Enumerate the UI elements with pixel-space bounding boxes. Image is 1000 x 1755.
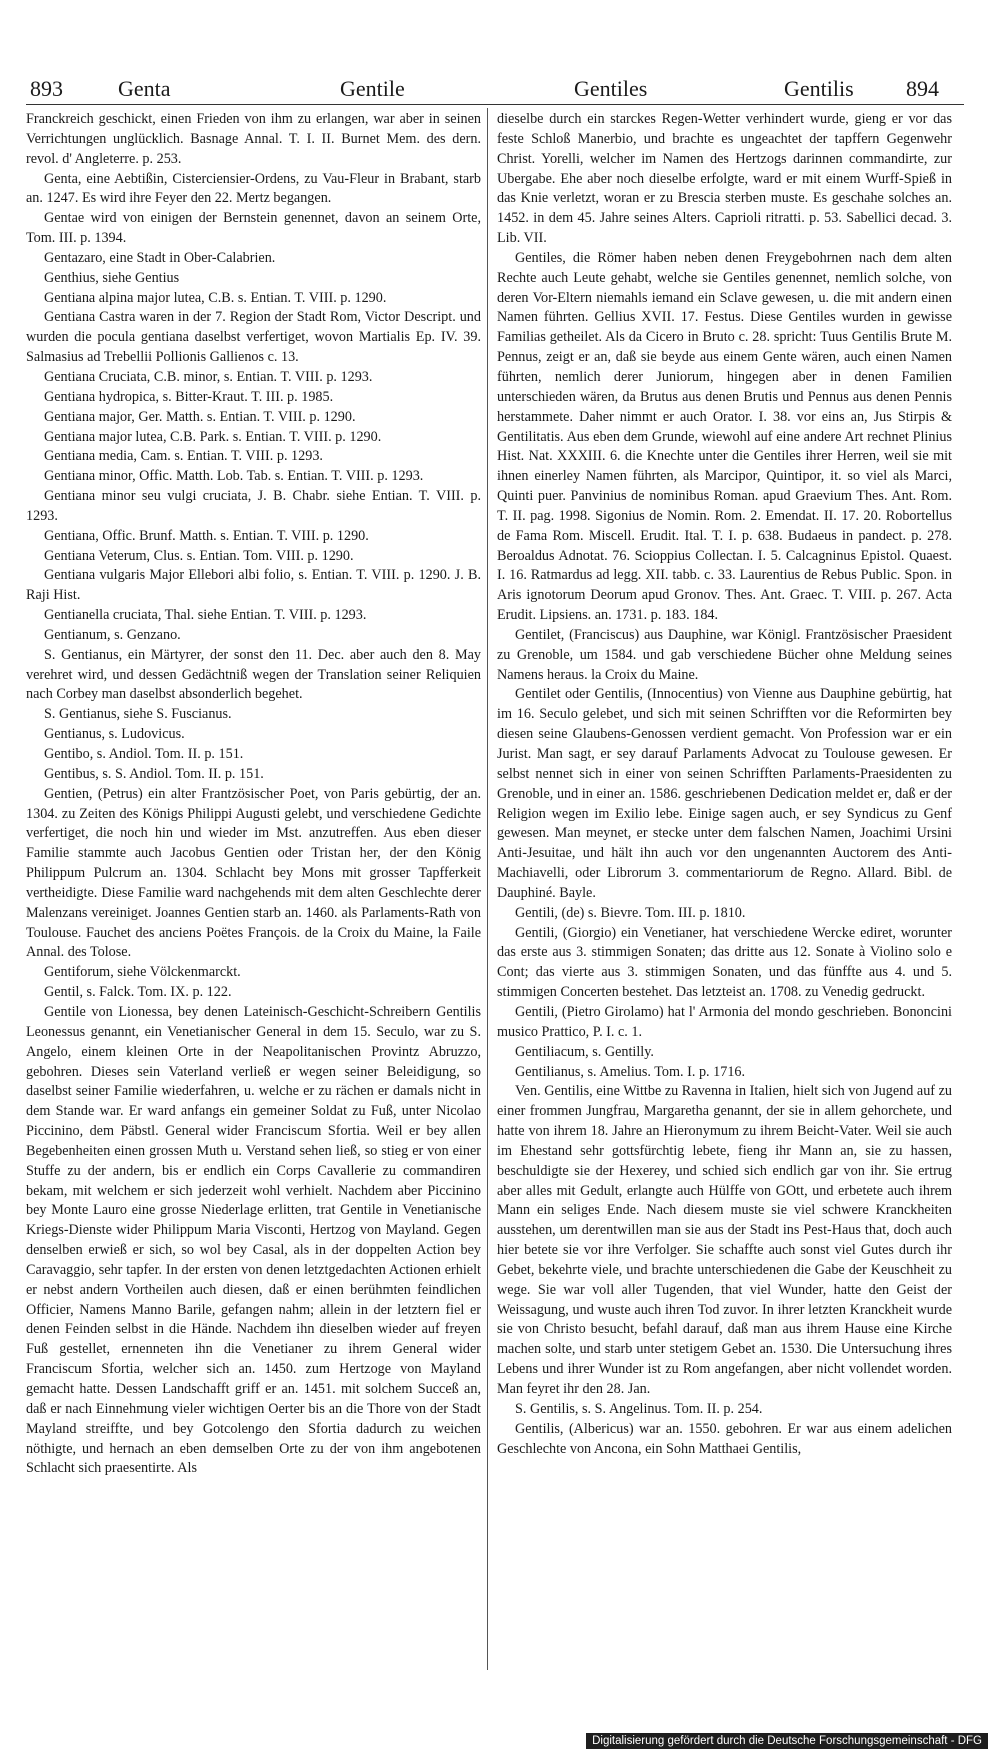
entry: Gentiforum, siehe Völckenmarckt. xyxy=(44,964,241,981)
entry: Gentile von Lionessa, bey denen Lateinisch-Geschicht-Schreibern Gentilis Leonessus genannt, ein Venetianischer General in dem 15. Seculo, war zu S. Angelo, einem kleinen Orte in der Neapolitanischen Provintz Abruzzo, gebohren. Dieses sein Vaterland verließ er wegen seiner Beleidigung, so daselbst seiner Familie wiederfahren, u. welche er zu rächen er damals nicht in dem Stande war. Er ward anfangs ein gemeiner Soldat zu Fuß, unter Nicolao Piccinino, dem Päbstl. General wider Franciscum Sfortia. Weil er bey allen Begebenheiten einen grossen Muth u. Verstand sehen ließ, so stieg er von einer Stuffe zu der andern, bis er endlich ein Corps Cavallerie zu commandiren bekam, mit welchem er sich jederzeit wohl verhielt. Nachdem aber Piccinino bey Monte Lauro eine grosse Niederlage erlitten, trat Gentile in Venetianische Kriegs-Dienste wider Philippum Maria Visconti, Hertzog von Mayland. Gegen denselben erwieß er sich, so wol bey Casal, als in der doppelten Action bey Caravaggio, sehr tapfer. In der ersten von denen letztgedachten Actionen erhielt er nebst andern Vortheilen auch diesen, daß er einen berühmten feindlichen Officier, Namens Manno Barile, gefangen nahm; allein in der letztern fiel er denen Feinden selbst in die Hände. Nachdem ihn dieselben wieder auf freyen Fuß gestellet, ernenneten ihn die Venetianer zu ihrem General wider Franciscum Sfortia, welcher sich an. 1450. zum Hertzoge von Mayland gemacht hatte. Dessen Landschafft griff er an. 1451. mit solchem Succeß an, daß er nach Einnehmung vieler wichtigen Oerter bis an die Thore von der Stadt Mayland streiffte, und bey Gotcolengo den Sfortia dadurch zu weichen nöthigte, und hernach an eben demselben Orte zu der von ihm angebotenen Schlacht sich praesentirte. Als xyxy=(26,1003,481,1477)
left-column xyxy=(26,110,481,1479)
entry: Gentiana minor seu vulgi cruciata, J. B. Chabr. siehe Entian. T. VIII. p. 1293. xyxy=(26,488,481,524)
header-rule xyxy=(26,104,964,105)
entry: Gentilianus, s. Amelius. Tom. I. p. 1716. xyxy=(515,1063,746,1080)
entry: Gentien, (Petrus) ein alter Frantzösischer Poet, von Paris gebürtig, der an. 1304. zu Zeiten des Königs Philippi Augusti gelebt, und verschiedene Gedichte verfertiget, die noch hin und wieder im Mst. anzutreffen. Aus eben dieser Familie stammte auch Jacobus Gentien oder Tristan her, der den König Philippum Pulcrum an. 1304. Schlacht bey Mons mit grosser Tapfferkeit vertheidigte. Diese Familie ward nachgehends mit dem alten Geschlechte derer Malenzans vereiniget. Joannes Gentien starb an. 1460. als Parlaments-Rath von Toulouse. Fauchet des anciens Poëtes François. de la Croix du Maine, la Faile Annal. des Tolose. xyxy=(26,785,481,961)
entry: S. Gentianus, ein Märtyrer, der sonst den 11. Dec. aber auch den 8. May verehret wird, und dessen Gedächtniß wegen der Translation seiner Reliquien nach Corbey man daselbst absonderlich begehet. xyxy=(26,646,481,703)
entry: Gentili, (de) s. Bievre. Tom. III. p. 1810. xyxy=(515,904,746,921)
entry: Gentiliacum, s. Gentilly. xyxy=(515,1043,654,1060)
entry: Gentianus, s. Ludovicus. xyxy=(44,726,185,743)
entry: Gentianum, s. Genzano. xyxy=(44,626,181,643)
right-catchword-1: Gentiles xyxy=(574,76,648,101)
page-header xyxy=(26,70,964,104)
entry: Gentiles, die Römer haben neben denen Freygebohrnen nach dem alten Rechte auch Leute gehabt, welche sie Gentiles genennet, nemlich solche, von deren Vor-Eltern niemahls iemand ein Sclave gewesen, u. die mit andern einen Namen führten. Gellius XVII. 17. Festus. Diese Gentiles wurden in gewisse Familias getheilet. Als da Cicero in Bruto c. 28. spricht: Tuus Gentilis Brute M. Pennus, zeigt er an, daß sie beyde aus einem Gente wären, auch einen Namen führten, nemlich derer Juniorum, hingegen aber in denen Familien unterschieden wären, da Brutus aus denen Brutis und Pennus aus denen Pennis herstammete. Daher nimmt er auch Orator. I. 38. vor eins an, Jus Stirpis & Gentilitatis. Aus eben dem Grunde, wiewohl auf eine andere Art rechnet Plinius Hist. Nat. XXXIII. 6. die Knechte unter die Gentiles ihrer Herren, weil sie mit ihnen einerley Namen führten, als Marcipor, Quintipor, it. so viel als Marci, Quinti puer. Panvinius de nominibus Roman. apud Graevium Thes. Ant. Rom. T. II. pag. 1998. Sigonius de Nomin. Rom. 2. Emendat. II. 17. 20. Robortellus de Fama Rom. Miscell. Erudit. Ital. T. I. p. 638. Budaeus in pandect. p. 278. Beroaldus Adnotat. 76. Scioppius Collectan. I. 5. Calcagninus Epistol. Quaest. I. 16. Ratmardus ad legg. XII. tabb. c. 33. Laurentius de Rebus Public. Spon. in Aris ignotorum Deorum apud Gronov. Thes. Ant. Graec. T. VIII. p. 267. Acta Erudit. Lipsiens. an. 1731. p. 183. 184. xyxy=(497,249,952,624)
entry: Gentazaro, eine Stadt in Ober-Calabrien. xyxy=(44,249,276,266)
digitization-footer: Digitalisierung gefördert durch die Deutsche Forschungsgemeinschaft - DFG xyxy=(586,1733,988,1749)
entry: S. Gentilis, s. S. Angelinus. Tom. II. p. 254. xyxy=(515,1400,763,1417)
entry: Gentil, s. Falck. Tom. IX. p. 122. xyxy=(44,984,232,1001)
entry: Gentiana minor, Offic. Matth. Lob. Tab. s. Entian. T. VIII. p. 1293. xyxy=(44,468,424,485)
entry: Gentibo, s. Andiol. Tom. II. p. 151. xyxy=(44,746,244,762)
entry: Ven. Gentilis, eine Wittbe zu Ravenna in Italien, hielt sich von Jugend auf zu einer frommen Jungfrau, Margaretha genannt, der sie in allem gehorchete, und hatte von ihrem 18. Jahre an Hieronymum zu ihrem Beicht-Vater. Weil sie auch im Ehestand sehr gottsfürchtig lebete, fieng ihr Mann an, sie zu hassen, beschuldigte sie der Hexerey, und schied sich endlich gar von ihr. Sie ertrug aber alles mit Gedult, erlangte auch Hülffe von GOtt, und erbetete auch ihrem Mann ein seliges Ende. Nach diesem muste sie viel schwere Kranckheiten ausstehen, um derentwillen man sie aus der Stadt ins Pest-Haus that, doch auch hier betete sie vor ihre Verfolger. Sie schaffte auch sonst viel Gutes durch ihr Gebet, bekehrte viele, und brachte unterschiedenen die Gabe der Keuschheit zu wege. Sie war voll aller Tugenden, that viel Wunder, hatte den Geist der Weissagung, und wuste auch ihren Tod zuvor. In ihrer letzten Kranckheit wurde sie von Christo besucht, befahl darauf, daß man aus ihrem Hause eine Kirche machen solte, und starb unter stetigem Gebet an. 1530. Die Untersuchung ihres Lebens und ihrer Wunder ist zu Rom angefangen, aber nicht vollendet worden. Man feyret ihr den 28. Jan. xyxy=(497,1083,952,1397)
entry: Gentiana Castra waren in der 7. Region der Stadt Rom, Victor Descript. und wurden die pocula gentiana daselbst verfertiget, wovon Martialis Ep. IV. 39. Salmasius ad Trebellii Pollionis Gallienos c. 13. xyxy=(26,309,481,366)
entry: Gentibus, s. S. Andiol. Tom. II. p. 151. xyxy=(44,765,264,782)
entry: Gentiana media, Cam. s. Entian. T. VIII. p. 1293. xyxy=(44,448,323,465)
entry: Gentili, (Giorgio) ein Venetianer, hat verschiedene Wercke ediret, worunter das erste aus 3. stimmigen Sonaten; das dritte aus 12. Sonate à Violino solo e Cont; das vierte aus 3. stimmigen Sonaten, und das fünffte aus 4. und 5. stimmigen Concerten bestehet. Das letzteist an. 1708. zu Venedig gedruckt. xyxy=(497,924,952,1001)
entry: Franckreich geschickt, einen Frieden von ihm zu erlangen, war aber in seinen Verrichtungen unglücklich. Basnage Annal. T. I. II. Burnet Mem. des dern. revol. d' Angleterre. p. 253. xyxy=(26,111,481,167)
left-catchword-2: Gentile xyxy=(340,76,405,101)
entry: Gentiana alpina major lutea, C.B. s. Entian. T. VIII. p. 1290. xyxy=(44,289,387,306)
entry: Gentilet, (Franciscus) aus Dauphine, war Königl. Frantzösischer Praesident zu Grenoble, um 1584. und gab verschiedene Bücher ohne Meldung seines Namens heraus. la Croix du Maine. xyxy=(497,626,952,683)
entry: Gentilis, (Albericus) war an. 1550. gebohren. Er war aus einem adelichen Geschlechte von Ancona, ein Sohn Matthaei Gentilis, xyxy=(497,1420,952,1457)
entry: dieselbe durch ein starckes Regen-Wetter verhindert wurde, gieng er vor das feste Schloß Manerbio, und brachte es ungeachtet der tapffern Gegenwehr Christ. Yorelli, welcher im Namen des Hertzogs darinnen commandirte, zur Ubergabe. Ehe aber noch dieselbe erfolgte, ward er mit einem Wurff-Spieß in das Knie verletzt, woran er zu Brescia sterben muste. Es geschahe solches an. 1452. in dem 45. Jahre seines Alters. Caprioli ritratti. p. 53. Sabellici decad. 3. Lib. VII. xyxy=(497,111,952,247)
entry: Gentiana vulgaris Major Ellebori albi folio, s. Entian. T. VIII. p. 1290. J. B. Raji Hist. xyxy=(26,567,481,604)
left-page-number: 893 xyxy=(30,76,63,101)
entry: Genthius, siehe Gentius xyxy=(44,269,180,286)
entry: Gentae wird von einigen der Bernstein genennet, davon an seinem Orte, Tom. III. p. 1394. xyxy=(26,210,481,247)
entry: Gentili, (Pietro Girolamo) hat l' Armonia del mondo geschrieben. Bononcini musico Prattico, P. I. c. 1. xyxy=(497,1003,952,1040)
entry: Gentiana Veterum, Clus. s. Entian. Tom. VIII. p. 1290. xyxy=(44,547,354,564)
column-divider xyxy=(487,108,488,1670)
right-catchword-2: Gentilis xyxy=(784,76,854,101)
entry: Gentiana, Offic. Brunf. Matth. s. Entian. T. VIII. p. 1290. xyxy=(44,527,369,544)
entry: Genta, eine Aebtißin, Cisterciensier-Ordens, zu Vau-Fleur in Brabant, starb an. 1247. Es wird ihre Feyer den 22. Mertz begangen. xyxy=(26,170,481,207)
right-page-number: 894 xyxy=(906,76,939,101)
entry: S. Gentianus, siehe S. Fuscianus. xyxy=(44,706,232,723)
entry: Gentiana major, Ger. Matth. s. Entian. T. VIII. p. 1290. xyxy=(44,408,356,425)
entry: Gentiana hydropica, s. Bitter-Kraut. T. III. p. 1985. xyxy=(44,388,334,405)
entry: Gentiana Cruciata, C.B. minor, s. Entian. T. VIII. p. 1293. xyxy=(44,368,373,385)
entry: Gentianella cruciata, Thal. siehe Entian. T. VIII. p. 1293. xyxy=(44,607,367,624)
entry: Gentiana major lutea, C.B. Park. s. Entian. T. VIII. p. 1290. xyxy=(44,428,382,445)
entry: Gentilet oder Gentilis, (Innocentius) von Vienne aus Dauphine gebürtig, hat im 16. Seculo gelebet, und sich mit seinen Schrifften vor die Reformirten bey diesen seine Glaubens-Genossen verdient gemacht. Von Profession war er ein Jurist. Man sagt, er sey darauf Parlaments Advocat zu Toulouse gewesen. Er selbst nennet sich in einer von seinen Schrifften Parlaments-Praesidenten zu Grenoble, und in einer an. 1586. geschriebenen Dedication meldet er, daß er der Religion wegen im Exilio lebe. Einige sagen auch, er sey Syndicus zu Genf gewesen. Man meynet, er stecke unter dem falschen Namen, Joachimi Ursini Anti-Jesuitae, und hält ihn auch vor den ungenannten Auctorem des Anti-Machiavelli, oder Librorum 3. commentariorum de Regno. Allard. Bibl. de Dauphiné. Bayle. xyxy=(497,686,952,901)
right-column xyxy=(497,110,952,1459)
left-catchword-1: Genta xyxy=(118,76,171,101)
